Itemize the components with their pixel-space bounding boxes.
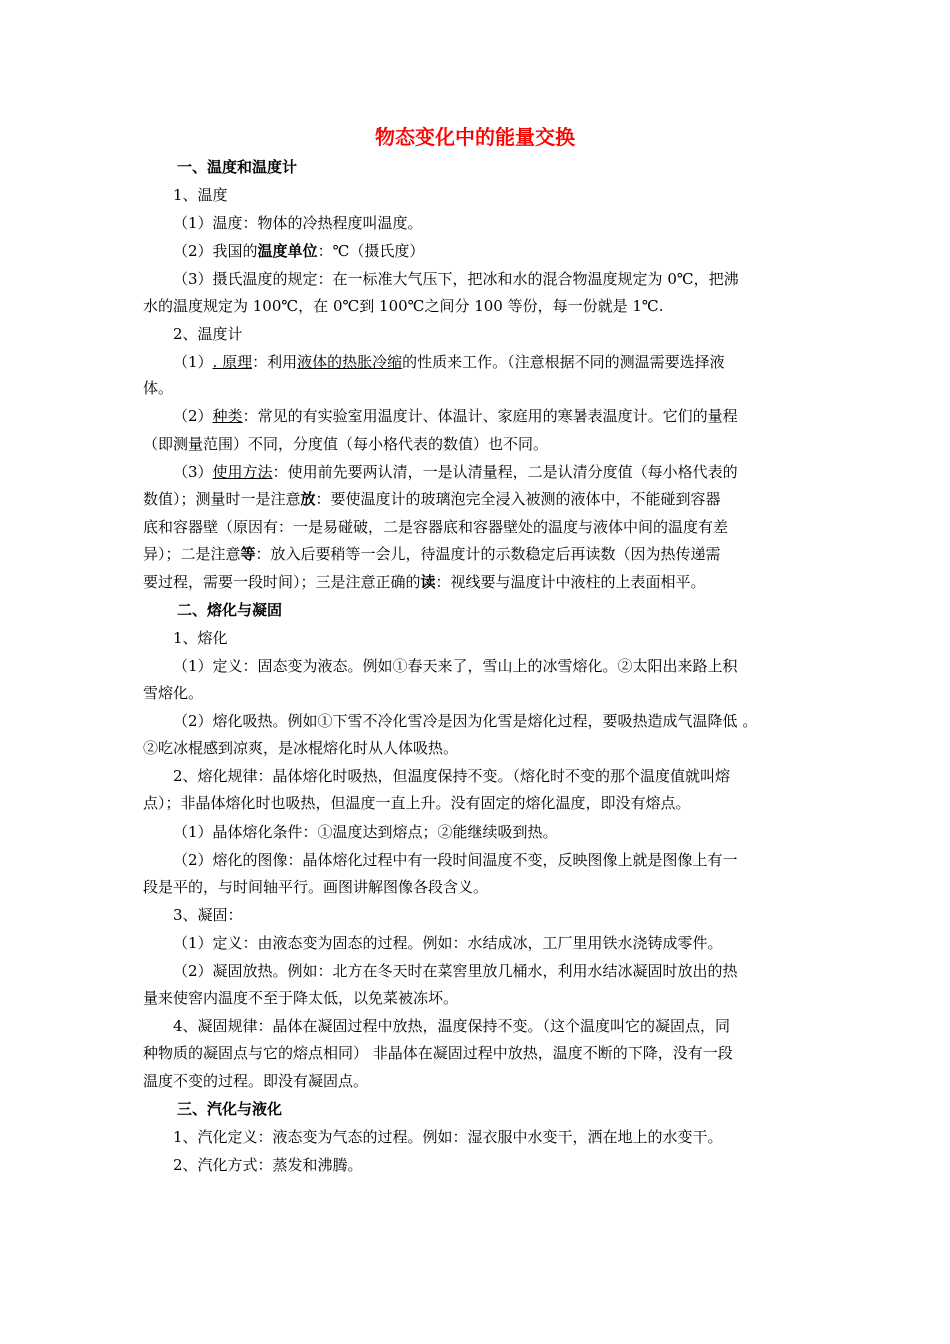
text-run: ：视线要与温度计中液柱的上表面相平。 (435, 573, 706, 591)
paragraph-line: 段是平的，与时间轴平行。画图讲解图像各段含义。 (143, 878, 489, 896)
bold-term: 读 (420, 573, 436, 591)
text-run: （1） (173, 353, 213, 371)
bold-term: 温度单位 (257, 242, 318, 260)
text-run: ：使用前先要两认清，一是认清量程，二是认清分度值（每小格代表的 (272, 463, 738, 481)
paragraph-line (173, 351, 725, 373)
paragraph-line: 体。 (143, 379, 174, 397)
paragraph-line (143, 543, 721, 565)
document-title: 物态变化中的能量交换 (375, 125, 575, 149)
paragraph-line: 1、汽化定义：液态变为气态的过程。例如：湿衣服中水变干，洒在地上的水变干。 (173, 1128, 723, 1146)
bold-term: 放 (300, 490, 316, 508)
paragraph-line: （1）晶体熔化条件：①温度达到熔点；②能继续吸到热。 (173, 823, 558, 841)
section-heading-melting: 二、熔化与凝固 (177, 601, 283, 619)
text-run: ：℃（摄氏度） (317, 242, 425, 260)
paragraph-line: （2）熔化吸热。例如①下雪不冷化雪冷是因为化雪是熔化过程，要吸热造成气温降低 。 (173, 712, 758, 730)
paragraph-line: （2）凝固放热。例如：北方在冬天时在菜窖里放几桶水，利用水结冰凝固时放出的热 (173, 962, 738, 980)
text-run: ：常见的有实验室用温度计、体温计、家庭用的寒暑表温度计。它们的量程 (242, 407, 738, 425)
text-run: 异）；二是注意 (143, 545, 241, 563)
paragraph-line: （1）温度：物体的冷热程度叫温度。 (173, 214, 423, 232)
subheading-thermometer: 2、温度计 (173, 325, 243, 343)
paragraph-line: 点）；非晶体熔化时也吸热，但温度一直上升。没有固定的熔化温度，即没有熔点。 (143, 794, 691, 812)
text-run: 数值）；测量时一是注意 (143, 490, 301, 508)
paragraph-line: 水的温度规定为 100℃，在 0℃到 100℃之间分 100 等份，每一份就是 1℃. (143, 297, 664, 315)
text-run: （2）我国的 (173, 242, 258, 260)
text-run: （2） (173, 407, 213, 425)
paragraph-line (173, 461, 738, 483)
paragraph-line: （1）定义：固态变为液态。例如①春天来了，雪山上的冰雪熔化。②太阳出来路上积 (173, 657, 738, 675)
paragraph-line: 雪熔化。 (143, 684, 204, 702)
paragraph-line (173, 405, 738, 427)
subheading-melting: 1、熔化 (173, 629, 228, 647)
text-run: ：放入后要稍等一会儿，待温度计的示数稳定后再读数（因为热传递需 (255, 545, 721, 563)
paragraph-line (173, 240, 424, 262)
subheading-temperature: 1、温度 (173, 186, 228, 204)
paragraph-line: 温度不变的过程。即没有凝固点。 (143, 1072, 369, 1090)
section-heading-temperature: 一、温度和温度计 (177, 158, 298, 176)
text-run: ：利用 (252, 353, 298, 371)
text-run: （3） (173, 463, 213, 481)
paragraph-line: （1）定义：由液态变为固态的过程。例如：水结成冰，工厂里用铁水浇铸成零件。 (173, 934, 723, 952)
underlined-term: 使用方法 (212, 463, 273, 481)
paragraph-line: （3）摄氏温度的规定：在一标准大气压下，把冰和水的混合物温度规定为 0℃，把沸 (173, 270, 739, 288)
paragraph-line (143, 488, 721, 510)
underlined-term: 种类 (212, 407, 243, 425)
section-heading-vaporization: 三、汽化与液化 (177, 1100, 283, 1118)
text-run: 要过程，需要一段时间）；三是注意正确的 (143, 573, 421, 591)
subheading-solidification: 3、凝固： (173, 906, 243, 924)
paragraph-line: 种物质的凝固点与它的熔点相同） 非晶体在凝固过程中放热，温度不断的下降，没有一段 (143, 1044, 733, 1062)
bold-term: 等 (240, 545, 256, 563)
paragraph-line: （2）熔化的图像：晶体熔化过程中有一段时间温度不变，反映图像上就是图像上有一 (173, 851, 738, 869)
paragraph-line: （即测量范围）不同，分度值（每小格代表的数值）也不同。 (143, 435, 549, 453)
underlined-term: 液体的热胀冷缩 (297, 353, 403, 371)
paragraph-line: 量来使窖内温度不至于降太低，以免菜被冻坏。 (143, 989, 459, 1007)
paragraph-line: 底和容器壁（原因有：一是易碰破，二是容器底和容器壁处的温度与液体中间的温度有差 (143, 518, 729, 536)
text-run: ：要使温度计的玻璃泡完全浸入被测的液体中，不能碰到容器 (315, 490, 721, 508)
paragraph-line: 2、汽化方式：蒸发和沸腾。 (173, 1156, 363, 1174)
paragraph-line: 4、凝固规律：晶体在凝固过程中放热，温度保持不变。（这个温度叫它的凝固点，同 (173, 1017, 731, 1035)
text-run: 的性质来工作。（注意根据不同的测温需要选择液 (402, 353, 725, 371)
paragraph-line: 2、熔化规律：晶体熔化时吸热，但温度保持不变。（熔化时不变的那个温度值就叫熔 (173, 767, 731, 785)
paragraph-line: ②吃冰棍感到凉爽，是冰棍熔化时从人体吸热。 (143, 739, 459, 757)
underlined-term: . 原理 (212, 353, 253, 371)
paragraph-line (143, 571, 706, 593)
